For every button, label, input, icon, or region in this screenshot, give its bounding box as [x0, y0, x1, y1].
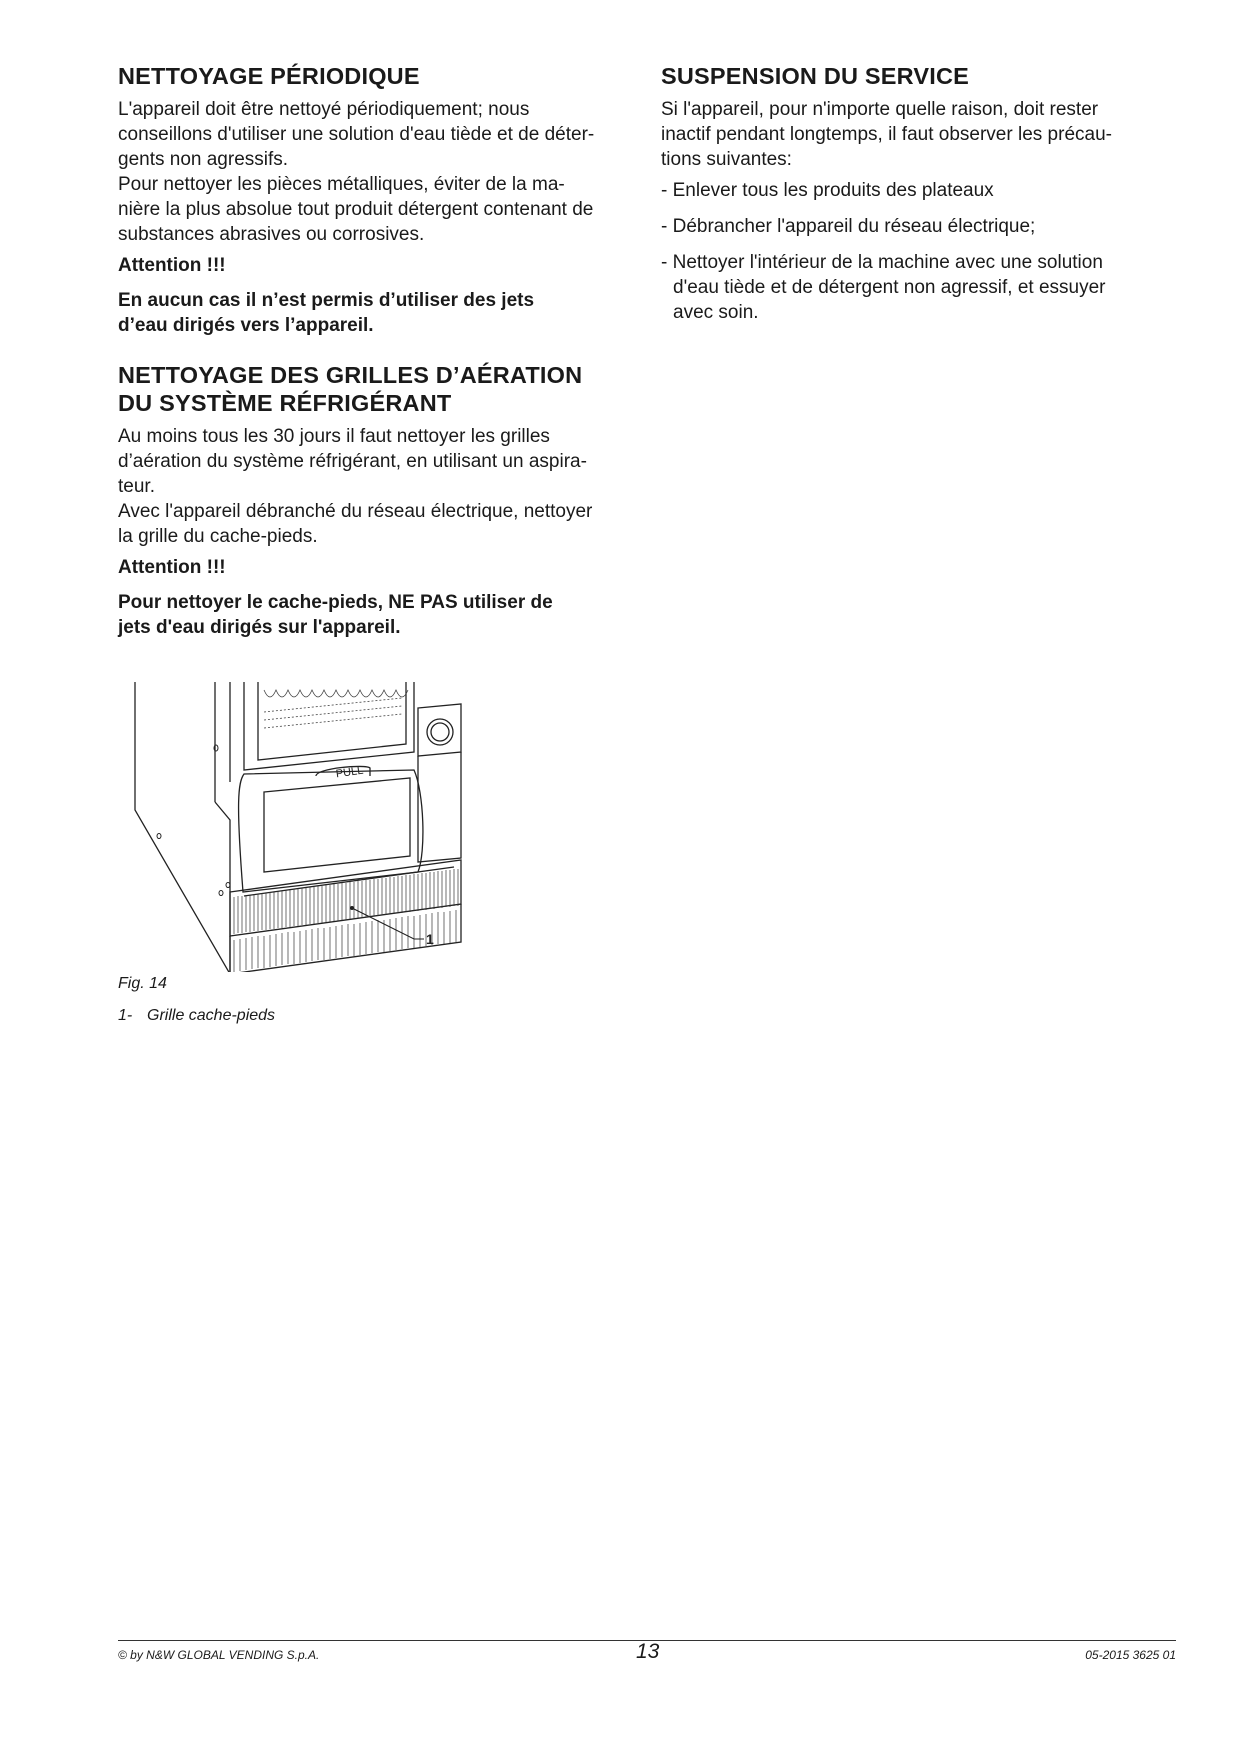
- warning-line: jets d'eau dirigés sur l'appareil.: [118, 617, 401, 638]
- heading-line: NETTOYAGE DES GRILLES D’AÉRATION: [118, 362, 583, 388]
- figure-legend: [118, 1007, 275, 1025]
- list-item: [661, 250, 1161, 325]
- pull-label: PULL: [335, 764, 365, 781]
- text-line: nière la plus absolue tout produit détergent contenant de: [118, 199, 594, 220]
- heading-line: DU SYSTÈME RÉFRIGÉRANT: [118, 390, 452, 416]
- text-line: gents non agressifs.: [118, 149, 289, 170]
- warning-line: d’eau dirigés vers l’appareil.: [118, 315, 374, 336]
- paragraph-suspension-intro: [661, 97, 1161, 172]
- list-item: [661, 214, 1161, 239]
- text-line: tions suivantes:: [661, 149, 792, 170]
- list-item-text: - Nettoyer l'intérieur de la machine avec une solution: [661, 252, 1103, 273]
- footer-doc-code: 05-2015 3625 01: [1085, 1648, 1176, 1662]
- attention-label-2: [118, 555, 638, 580]
- vending-machine-illustration: [118, 682, 538, 972]
- list-item-text: d'eau tiède et de détergent non agressif, et essuyer: [673, 277, 1106, 298]
- left-column: [118, 62, 638, 646]
- text-line: Si l'appareil, pour n'importe quelle raison, doit rester: [661, 99, 1099, 120]
- list-item: [661, 178, 1161, 203]
- warning-line: Pour nettoyer le cache-pieds, NE PAS utiliser de: [118, 592, 553, 613]
- section-grilles-aeration: [118, 361, 638, 640]
- legend-number: 1-: [118, 1007, 133, 1024]
- heading-nettoyage-periodique: NETTOYAGE PÉRIODIQUE: [118, 63, 420, 89]
- warning-water-jets-1: [118, 288, 638, 338]
- text-line: conseillons d'utiliser une solution d'eau tiède et de déter-: [118, 124, 595, 145]
- warning-water-jets-2: [118, 590, 638, 640]
- paragraph-nettoyage-periodique: [118, 97, 638, 247]
- text-line: Au moins tous les 30 jours il faut nettoyer les grilles: [118, 426, 550, 447]
- footer-copyright: © by N&W GLOBAL VENDING S.p.A.: [118, 1648, 320, 1662]
- heading-grilles-aeration: [118, 361, 638, 417]
- list-item-text: - Enlever tous les produits des plateaux: [661, 180, 994, 201]
- callout-leader-line: [352, 908, 424, 939]
- list-item-text: avec soin.: [673, 302, 759, 323]
- text-line: inactif pendant longtemps, il faut observer les précau-: [661, 124, 1112, 145]
- attention-text: Attention !!!: [118, 557, 226, 578]
- heading-suspension-du-service: SUSPENSION DU SERVICE: [661, 63, 970, 89]
- text-line: Avec l'appareil débranché du réseau électrique, nettoyer: [118, 501, 593, 522]
- list-item-text: - Débrancher l'appareil du réseau électrique;: [661, 216, 1036, 237]
- warning-line: En aucun cas il n’est permis d’utiliser des jets: [118, 290, 535, 311]
- text-line: teur.: [118, 476, 155, 497]
- attention-text: Attention !!!: [118, 255, 226, 276]
- figure-caption: Fig. 14: [118, 975, 167, 992]
- text-line: la grille du cache-pieds.: [118, 526, 318, 547]
- text-line: Pour nettoyer les pièces métalliques, éviter de la ma-: [118, 174, 565, 195]
- callout-number: 1: [426, 931, 434, 947]
- text-line: substances abrasives ou corrosives.: [118, 224, 425, 245]
- text-line: d’aération du système réfrigérant, en utilisant un aspira-: [118, 451, 587, 472]
- footer-page-number: 13: [636, 1640, 660, 1663]
- paragraph-grilles-aeration: [118, 424, 638, 549]
- attention-label-1: [118, 253, 638, 278]
- text-line: L'appareil doit être nettoyé périodiquement; nous: [118, 99, 530, 120]
- right-column: [661, 62, 1161, 336]
- figure-vending-machine-grille: [118, 682, 538, 972]
- legend-text: Grille cache-pieds: [147, 1007, 276, 1024]
